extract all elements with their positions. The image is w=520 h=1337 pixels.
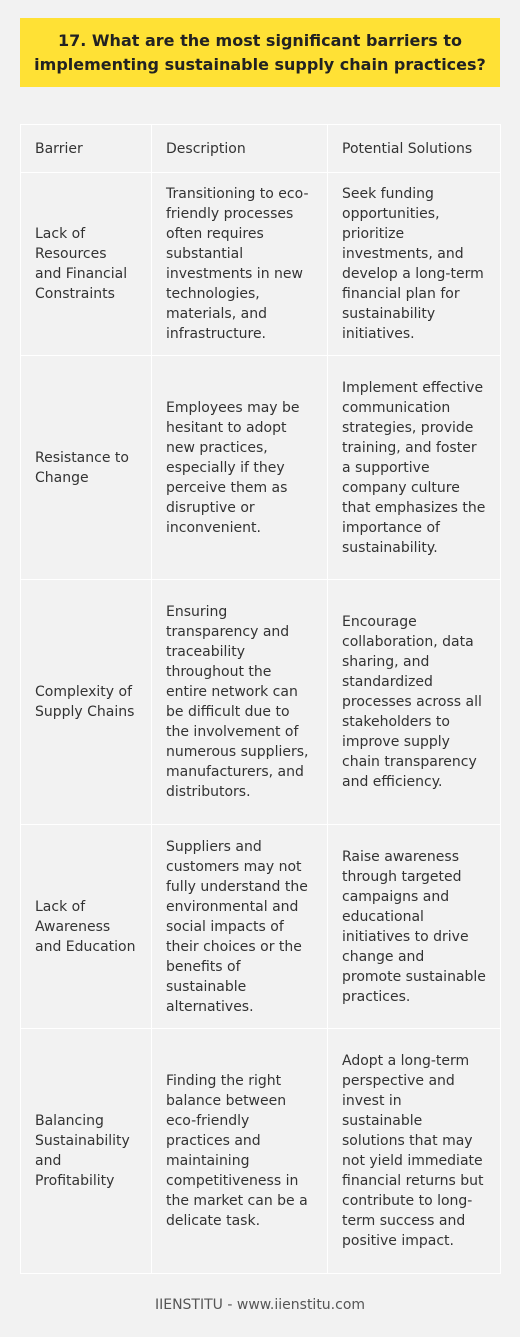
description-cell: Transitioning to eco-friendly processes often requires substantial investments in new technologies, materials, and infrastructure. bbox=[152, 173, 328, 356]
barriers-table-container bbox=[20, 124, 500, 1274]
page-title: 17. What are the most significant barriers to implementing sustainable supply chain practices? bbox=[34, 30, 486, 74]
title-banner bbox=[20, 18, 500, 87]
solutions-cell: Seek funding opportunities, prioritize investments, and develop a long-term financial plan for sustainability initiatives. bbox=[328, 173, 501, 356]
barrier-cell: Lack of Resources and Financial Constraints bbox=[21, 173, 152, 356]
description-cell: Finding the right balance between eco-friendly practices and maintaining competitiveness in the market can be a delicate task. bbox=[152, 1029, 328, 1274]
header-potential-solutions: Potential Solutions bbox=[328, 125, 501, 173]
header-barrier: Barrier bbox=[21, 125, 152, 173]
table-row bbox=[21, 1029, 501, 1274]
table-row bbox=[21, 173, 501, 356]
barrier-cell: Complexity of Supply Chains bbox=[21, 580, 152, 825]
table-header-row bbox=[21, 125, 501, 173]
barriers-table bbox=[20, 124, 501, 1274]
table-row bbox=[21, 825, 501, 1029]
table-row bbox=[21, 580, 501, 825]
footer-credit: IIENSTITU - www.iienstitu.com bbox=[154, 1297, 366, 1313]
description-cell: Employees may be hesitant to adopt new practices, especially if they perceive them as disruptive or inconvenient. bbox=[152, 356, 328, 580]
header-description: Description bbox=[152, 125, 328, 173]
barrier-cell: Lack of Awareness and Education bbox=[21, 825, 152, 1029]
solutions-cell: Implement effective communication strategies, provide training, and foster a supportive company culture that emphasizes the importance of sustainability. bbox=[328, 356, 501, 580]
solutions-cell: Adopt a long-term perspective and invest in sustainable solutions that may not yield immediate financial returns but contribute to long-term success and positive impact. bbox=[328, 1029, 501, 1274]
solutions-cell: Encourage collaboration, data sharing, and standardized processes across all stakeholders to improve supply chain transparency and efficiency. bbox=[328, 580, 501, 825]
description-cell: Suppliers and customers may not fully understand the environmental and social impacts of their choices or the benefits of sustainable alternatives. bbox=[152, 825, 328, 1029]
description-cell: Ensuring transparency and traceability throughout the entire network can be difficult due to the involvement of numerous suppliers, manufacturers, and distributors. bbox=[152, 580, 328, 825]
solutions-cell: Raise awareness through targeted campaigns and educational initiatives to drive change and promote sustainable practices. bbox=[328, 825, 501, 1029]
barrier-cell: Resistance to Change bbox=[21, 356, 152, 580]
table-row bbox=[21, 356, 501, 580]
barrier-cell: Balancing Sustainability and Profitability bbox=[21, 1029, 152, 1274]
